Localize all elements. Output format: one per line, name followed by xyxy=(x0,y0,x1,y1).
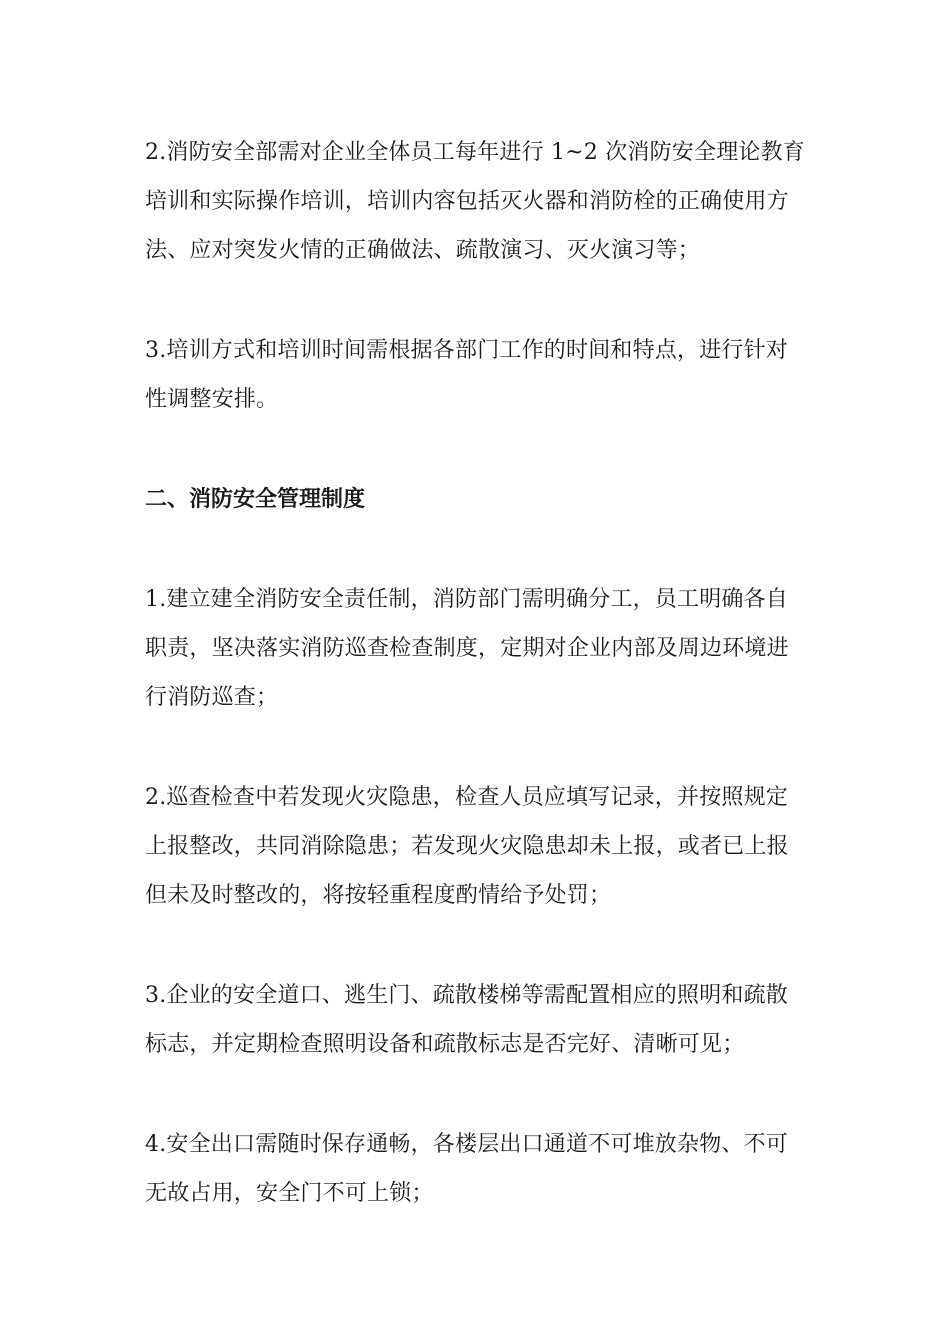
paragraph-responsibility-system xyxy=(145,575,813,722)
text-line: 标志，并定期检查照明设备和疏散标志是否完好、清晰可见； xyxy=(145,1032,745,1057)
text-line: 行消防巡查； xyxy=(145,685,279,710)
text-line: 法、应对突发火情的正确做法、疏散演习、灭火演习等； xyxy=(145,238,701,263)
text-line: 但未及时整改的，将按轻重程度酌情给予处罚； xyxy=(145,883,612,908)
text-line: 2.消防安全部需对企业全体员工每年进行 1~2 次消防安全理论教育 xyxy=(145,140,806,165)
paragraph-training-frequency xyxy=(145,128,813,275)
paragraph-evacuation-signage xyxy=(145,971,813,1069)
text-line: 培训和实际操作培训，培训内容包括灭火器和消防栓的正确使用方 xyxy=(145,189,789,214)
text-line: 职责，坚决落实消防巡查检查制度，定期对企业内部及周边环境进 xyxy=(145,636,789,661)
text-line: 3.培训方式和培训时间需根据各部门工作的时间和特点，进行针对 xyxy=(145,338,788,363)
text-line: 性调整安排。 xyxy=(145,387,279,412)
paragraph-hazard-reporting xyxy=(145,773,813,920)
section-heading: 二、消防安全管理制度 xyxy=(145,487,366,512)
paragraph-safety-exits xyxy=(145,1120,813,1218)
text-line: 上报整改，共同消除隐患；若发现火灾隐患却未上报，或者已上报 xyxy=(145,834,789,859)
text-line: 1.建立建全消防安全责任制，消防部门需明确分工，员工明确各自 xyxy=(145,587,788,612)
text-line: 2.巡查检查中若发现火灾隐患，检查人员应填写记录，并按照规定 xyxy=(145,785,788,810)
text-line: 无故占用，安全门不可上锁； xyxy=(145,1181,434,1206)
paragraph-training-schedule xyxy=(145,326,813,424)
text-line: 4.安全出口需随时保存通畅，各楼层出口通道不可堆放杂物、不可 xyxy=(145,1132,788,1157)
text-line: 3.企业的安全道口、逃生门、疏散楼梯等需配置相应的照明和疏散 xyxy=(145,983,788,1008)
